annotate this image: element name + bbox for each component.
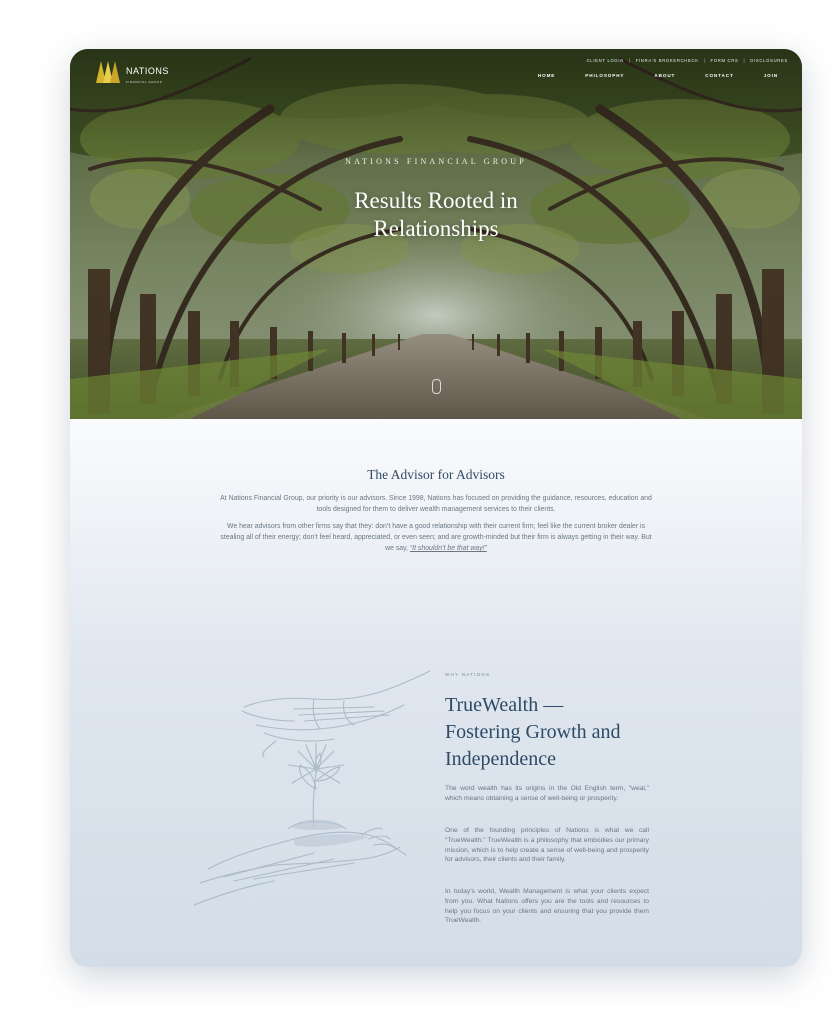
nations-logo-icon (94, 59, 122, 85)
why-heading-line: Independence (445, 748, 557, 770)
utility-link-client-login[interactable]: CLIENT LOGIN (586, 58, 624, 63)
utility-nav (587, 58, 788, 63)
hero-title-line: Relationships (373, 216, 499, 241)
logo-subtext: FINANCIAL GROUP (126, 79, 163, 84)
why-nations-section (70, 669, 802, 967)
utility-link-disclosures[interactable]: DISCLOSURES (750, 58, 788, 63)
intro-emphasis-link: “It shouldn’t be that way!” (409, 545, 487, 552)
nav-item-about[interactable]: ABOUT (654, 73, 676, 78)
nav-item-home[interactable]: HOME (537, 73, 556, 78)
nav-item-contact[interactable]: CONTACT (705, 73, 734, 78)
hero-title (70, 187, 802, 243)
why-heading (445, 692, 675, 773)
why-paragraph: One of the founding principles of Nations is what we call “TrueWealth.” TrueWealth is a philosophy that embodies our primary mission, which is to help create a sense of well-being and prosperity for advisors, their clients and their family. (445, 827, 649, 864)
utility-link-brokercheck[interactable]: FINRA'S BROKERCHECK (635, 58, 699, 63)
why-heading-line: Fostering Growth and (445, 721, 621, 743)
scroll-indicator-icon[interactable] (432, 379, 441, 394)
nav-separator: | (743, 58, 746, 63)
hero-title-line: Results Rooted in (354, 188, 518, 213)
intro-paragraph (218, 521, 654, 554)
page-card (70, 49, 802, 967)
intro-paragraph-text: We hear advisors from other firms say that they: don’t have a good relationship with their current firm; feel like the current broker dealer is stealing all of their energy; don’t feel heard, appreciated, or even seen; and are growth-minded but their firm is always getting in their way. But we say, (220, 523, 652, 552)
nav-separator: | (703, 58, 706, 63)
nav-item-philosophy[interactable]: PHILOSOPHY (585, 73, 625, 78)
why-heading-line: TrueWealth — (445, 694, 564, 716)
intro-section (70, 419, 802, 669)
intro-heading: The Advisor for Advisors (367, 467, 505, 482)
utility-link-form-crs[interactable]: FORM CRS (710, 58, 739, 63)
why-eyebrow: WHY NATIONS (445, 672, 491, 677)
why-paragraph: The word wealth has its origins in the Old English term, “weal,” which means obtaining a sense of well-being or prosperity. (445, 785, 649, 802)
why-paragraph: In today’s world, Wealth Management is what your clients expect from you. What Nations offers you are the tools and resources to help you focus on your clients and ensuring that you provide them TrueWealth. (445, 888, 649, 925)
hands-with-sprout-illustration (194, 669, 434, 909)
hero-section (70, 49, 802, 419)
nav-separator: | (628, 58, 631, 63)
hero-eyebrow: NATIONS FINANCIAL GROUP (345, 157, 527, 166)
intro-paragraph: At Nations Financial Group, our priority is our advisors. Since 1998, Nations has focused on providing the guidance, resources, education and tools designed for them to deliver wealth management services to their clients. (220, 495, 652, 513)
nav-item-join[interactable]: JOIN (763, 73, 778, 78)
logo-text: NATIONS (126, 65, 169, 76)
logo[interactable] (94, 59, 169, 85)
main-nav (538, 73, 778, 78)
